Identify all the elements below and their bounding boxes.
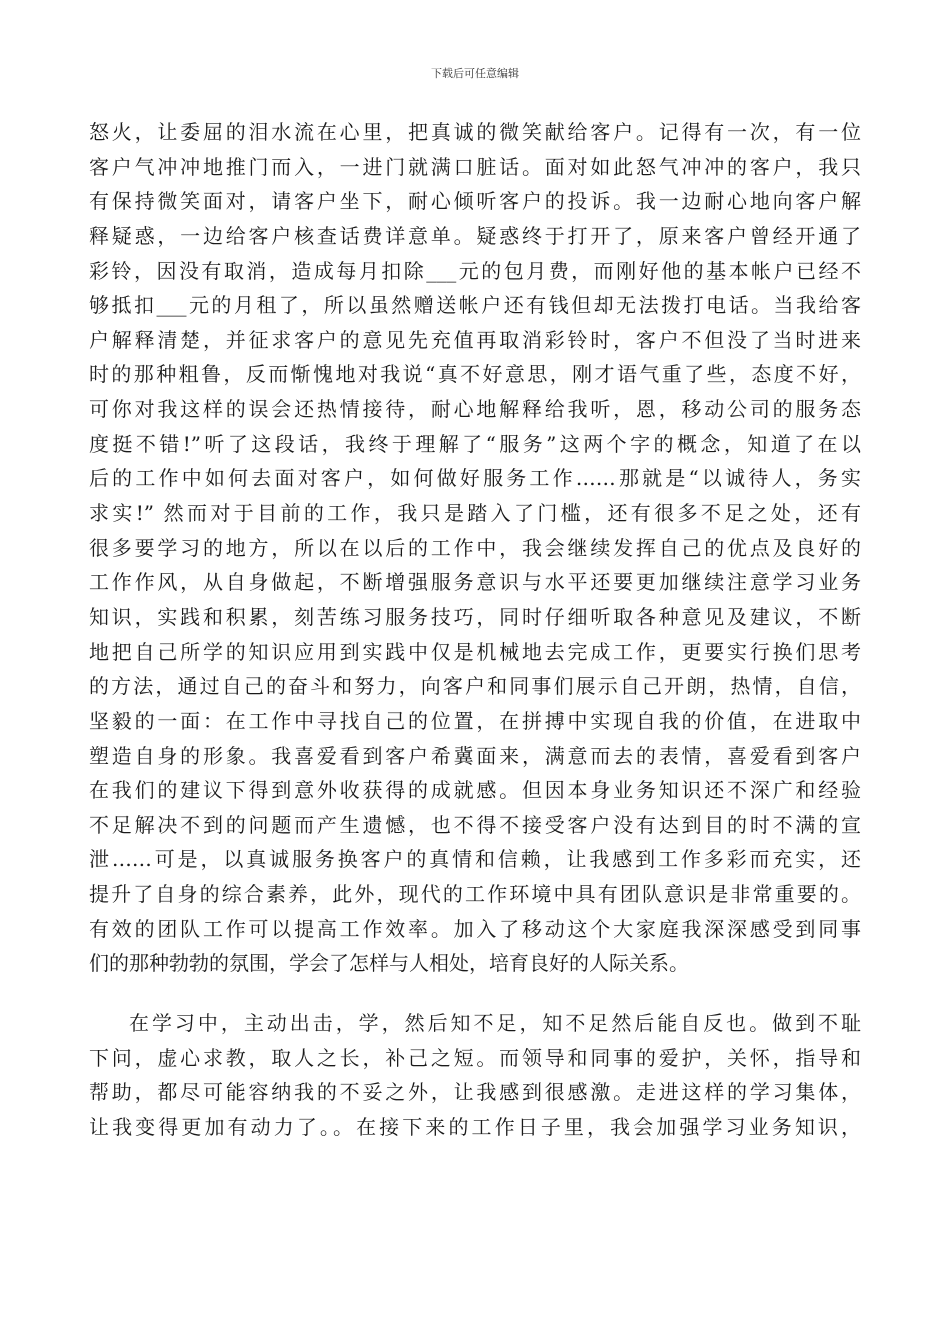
text-line: 求实!” 然而对于目前的工作，我只是踏入了门槛，还有很多不足之处，还有	[89, 501, 861, 526]
text-line: 泄……可是，以真诚服务换客户的真情和信赖，让我感到工作多彩而充实，还	[89, 847, 861, 872]
text-line: 够抵扣___元的月租了，所以虽然赠送帐户还有钱但却无法拨打电话。当我给客	[89, 293, 861, 318]
text-line: 帮助，都尽可能容纳我的不妥之外，让我感到很感激。走进这样的学习集体，	[89, 1080, 861, 1105]
text-line: 在学习中，主动出击，学，然后知不足，知不足然后能自反也。做到不耻	[129, 1011, 861, 1036]
text-line: 的方法，通过自己的奋斗和努力，向客户和同事们展示自己开朗，热情，自信，	[89, 674, 861, 699]
text-line: 知识，实践和积累，刻苦练习服务技巧，同时仔细听取各种意见及建议，不断	[89, 604, 861, 629]
text-line: 让我变得更加有动力了。。在接下来的工作日子里，我会加强学习业务知识，	[89, 1114, 861, 1139]
text-line: 不足解决不到的问题而产生遗憾，也不得不接受客户没有达到目的时不满的宣	[89, 812, 861, 837]
text-line: 塑造自身的形象。我喜爱看到客户希冀面来，满意而去的表情，喜爱看到客户	[89, 743, 861, 768]
text-line: 地把自己所学的知识应用到实践中仅是机械地去完成工作，更要实行换们思考	[89, 639, 861, 664]
text-line: 在我们的建议下得到意外收获得的成就感。但因本身业务知识还不深广和经验	[89, 778, 861, 803]
text-line: 坚毅的一面：在工作中寻找自己的位置，在拼搏中实现自我的价值，在进取中	[89, 708, 861, 733]
text-line: 们的那种勃勃的氛围，学会了怎样与人相处，培育良好的人际关系。	[89, 951, 689, 976]
paragraph-2	[89, 1006, 861, 1145]
text-line: 提升了自身的综合素养，此外，现代的工作环境中具有团队意识是非常重要的。	[89, 882, 861, 907]
paragraph-gap	[89, 981, 861, 1006]
text-line: 下问，虚心求教，取人之长，补己之短。而领导和同事的爱护，关怀，指导和	[89, 1045, 861, 1070]
page-header: 下载后可任意编辑	[431, 67, 519, 80]
text-line: 度挺不错!”听了这段话，我终于理解了“服务”这两个字的概念，知道了在以	[89, 431, 861, 456]
text-line: 彩铃，因没有取消，造成每月扣除___元的包月费，而刚好他的基本帐户已经不	[89, 258, 861, 283]
text-line: 时的那种粗鲁，反而惭愧地对我说“真不好意思，刚才语气重了些，态度不好，	[89, 362, 861, 387]
text-line: 很多要学习的地方，所以在以后的工作中，我会继续发挥自己的优点及良好的	[89, 535, 861, 560]
text-line: 有效的团队工作可以提高工作效率。加入了移动这个大家庭我深深感受到同事	[89, 916, 861, 941]
text-line: 工作作风，从自身做起，不断增强服务意识与水平还要更加继续注意学习业务	[89, 570, 861, 595]
document-body	[89, 115, 861, 1145]
text-line: 有保持微笑面对，请客户坐下，耐心倾听客户的投诉。我一边耐心地向客户解	[89, 189, 861, 214]
text-line: 户解释清楚，并征求客户的意见先充值再取消彩铃时，客户不但没了当时进来	[89, 327, 861, 352]
text-line: 释疑惑，一边给客户核查话费详意单。疑惑终于打开了，原来客户曾经开通了	[89, 223, 861, 248]
text-line: 可你对我这样的误会还热情接待，耐心地解释给我听，恩，移动公司的服务态	[89, 397, 861, 422]
text-line: 后的工作中如何去面对客户，如何做好服务工作……那就是“以诚待人，务实	[89, 466, 861, 491]
text-line: 客户气冲冲地推门而入，一进门就满口脏话。面对如此怒气冲冲的客户，我只	[89, 154, 861, 179]
text-line: 怒火，让委屈的泪水流在心里，把真诚的微笑献给客户。记得有一次，有一位	[89, 120, 861, 144]
paragraph-1	[89, 115, 861, 981]
